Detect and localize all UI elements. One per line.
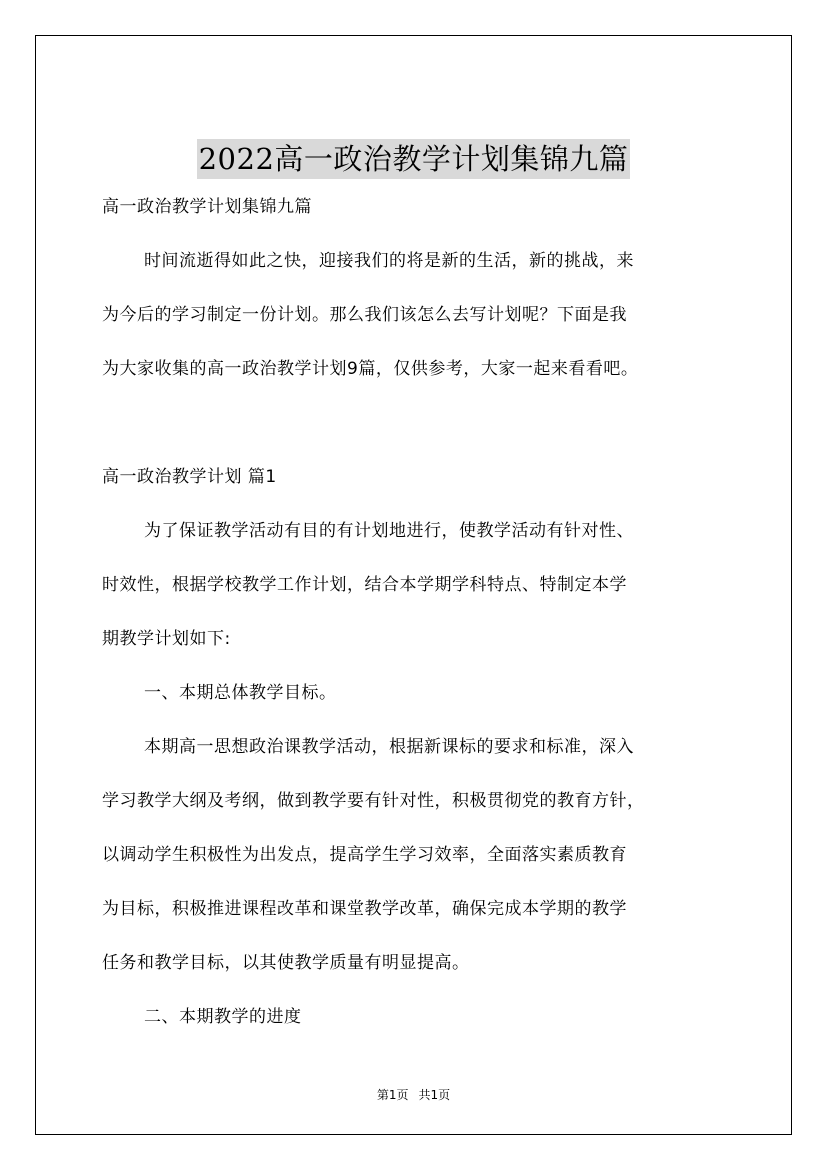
text-line: 任务和教学目标，以其使教学质量有明显提高。 bbox=[102, 953, 470, 973]
text-line bbox=[102, 396, 762, 450]
text-line: 高一政治教学计划 篇1 bbox=[102, 467, 277, 487]
text-line: 为目标，积极推进课程改革和课堂教学改革，确保完成本学期的教学 bbox=[102, 899, 627, 919]
page-footer bbox=[36, 1086, 791, 1103]
text-line: 为大家收集的高一政治教学计划9篇，仅供参考，大家一起来看看吧。 bbox=[102, 359, 639, 379]
text-line: 时间流逝得如此之快，迎接我们的将是新的生活，新的挑战，来 bbox=[144, 251, 634, 271]
text-line: 时效性，根据学校教学工作计划，结合本学期学科特点、特制定本学 bbox=[102, 575, 627, 595]
text-line: 期教学计划如下: bbox=[102, 629, 231, 649]
document-page bbox=[35, 35, 792, 1135]
text-line: 一、本期总体教学目标。 bbox=[144, 683, 337, 703]
page-number: 第1页 bbox=[376, 1088, 409, 1102]
document-body bbox=[102, 180, 762, 1044]
text-line: 为了保证教学活动有目的有计划地进行，使教学活动有针对性、 bbox=[144, 521, 634, 541]
text-line: 以调动学生积极性为出发点，提高学生学习效率，全面落实素质教育 bbox=[102, 845, 627, 865]
text-line: 为今后的学习制定一份计划。那么我们该怎么去写计划呢？下面是我 bbox=[102, 305, 627, 325]
document-title: 2022高一政治教学计划集锦九篇 bbox=[197, 139, 631, 179]
text-line: 本期高一思想政治课教学活动，根据新课标的要求和标准，深入 bbox=[144, 737, 634, 757]
text-line: 学习教学大纲及考纲，做到教学要有针对性，积极贯彻党的教育方针， bbox=[102, 791, 645, 811]
document-title-wrap bbox=[36, 139, 791, 179]
text-line: 二、本期教学的进度 bbox=[144, 1007, 302, 1027]
page-total: 共1页 bbox=[418, 1088, 451, 1102]
text-line: 高一政治教学计划集锦九篇 bbox=[102, 197, 312, 217]
